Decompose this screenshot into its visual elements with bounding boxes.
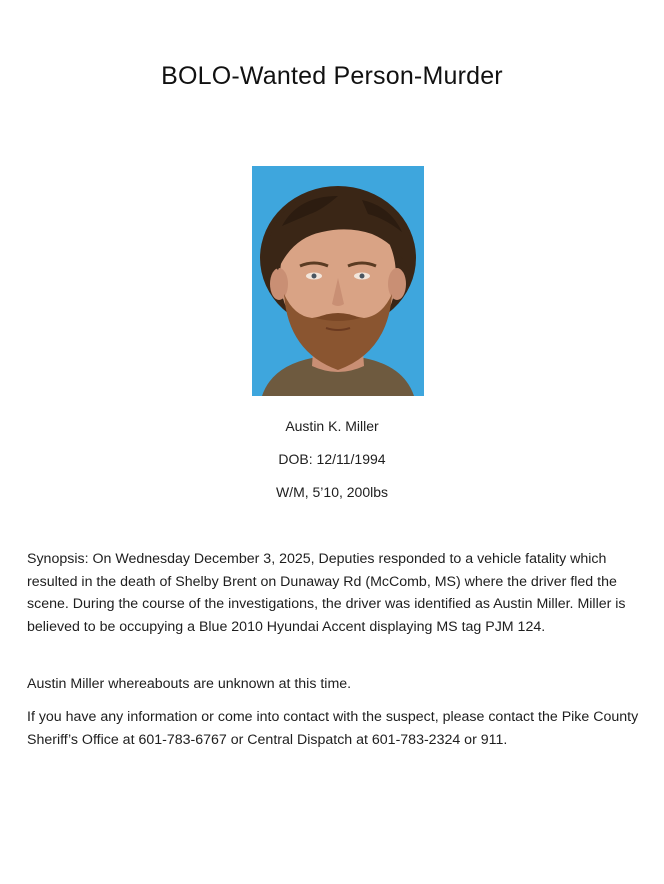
page-title: BOLO-Wanted Person-Murder (161, 62, 503, 90)
contact-paragraph: If you have any information or come into contact with the suspect, please contact the Pike County Sheriff’s Office at 601-783-6767 or Central Dispatch at 601-783-2324 or 911. (27, 709, 639, 748)
suspect-name: Austin K. Miller (285, 418, 379, 434)
whereabouts-paragraph: Austin Miller whereabouts are unknown at this time. (27, 676, 352, 692)
suspect-photo-image (252, 166, 424, 396)
suspect-photo (252, 166, 424, 396)
suspect-dob: DOB: 12/11/1994 (278, 451, 386, 467)
suspect-description: W/M, 5’10, 200lbs (275, 484, 389, 500)
synopsis-paragraph: Synopsis: On Wednesday December 3, 2025, Deputies responded to a vehicle fatality which resulted in the death of Shelby Brent on Dunaway Rd (McComb, MS) where the driver fled the scene. During the course of the investigations, the driver was identified as Austin Miller. Miller is believed to be occupying a Blue 2010 Hyundai Accent displaying MS tag PJM 124. (27, 551, 626, 635)
